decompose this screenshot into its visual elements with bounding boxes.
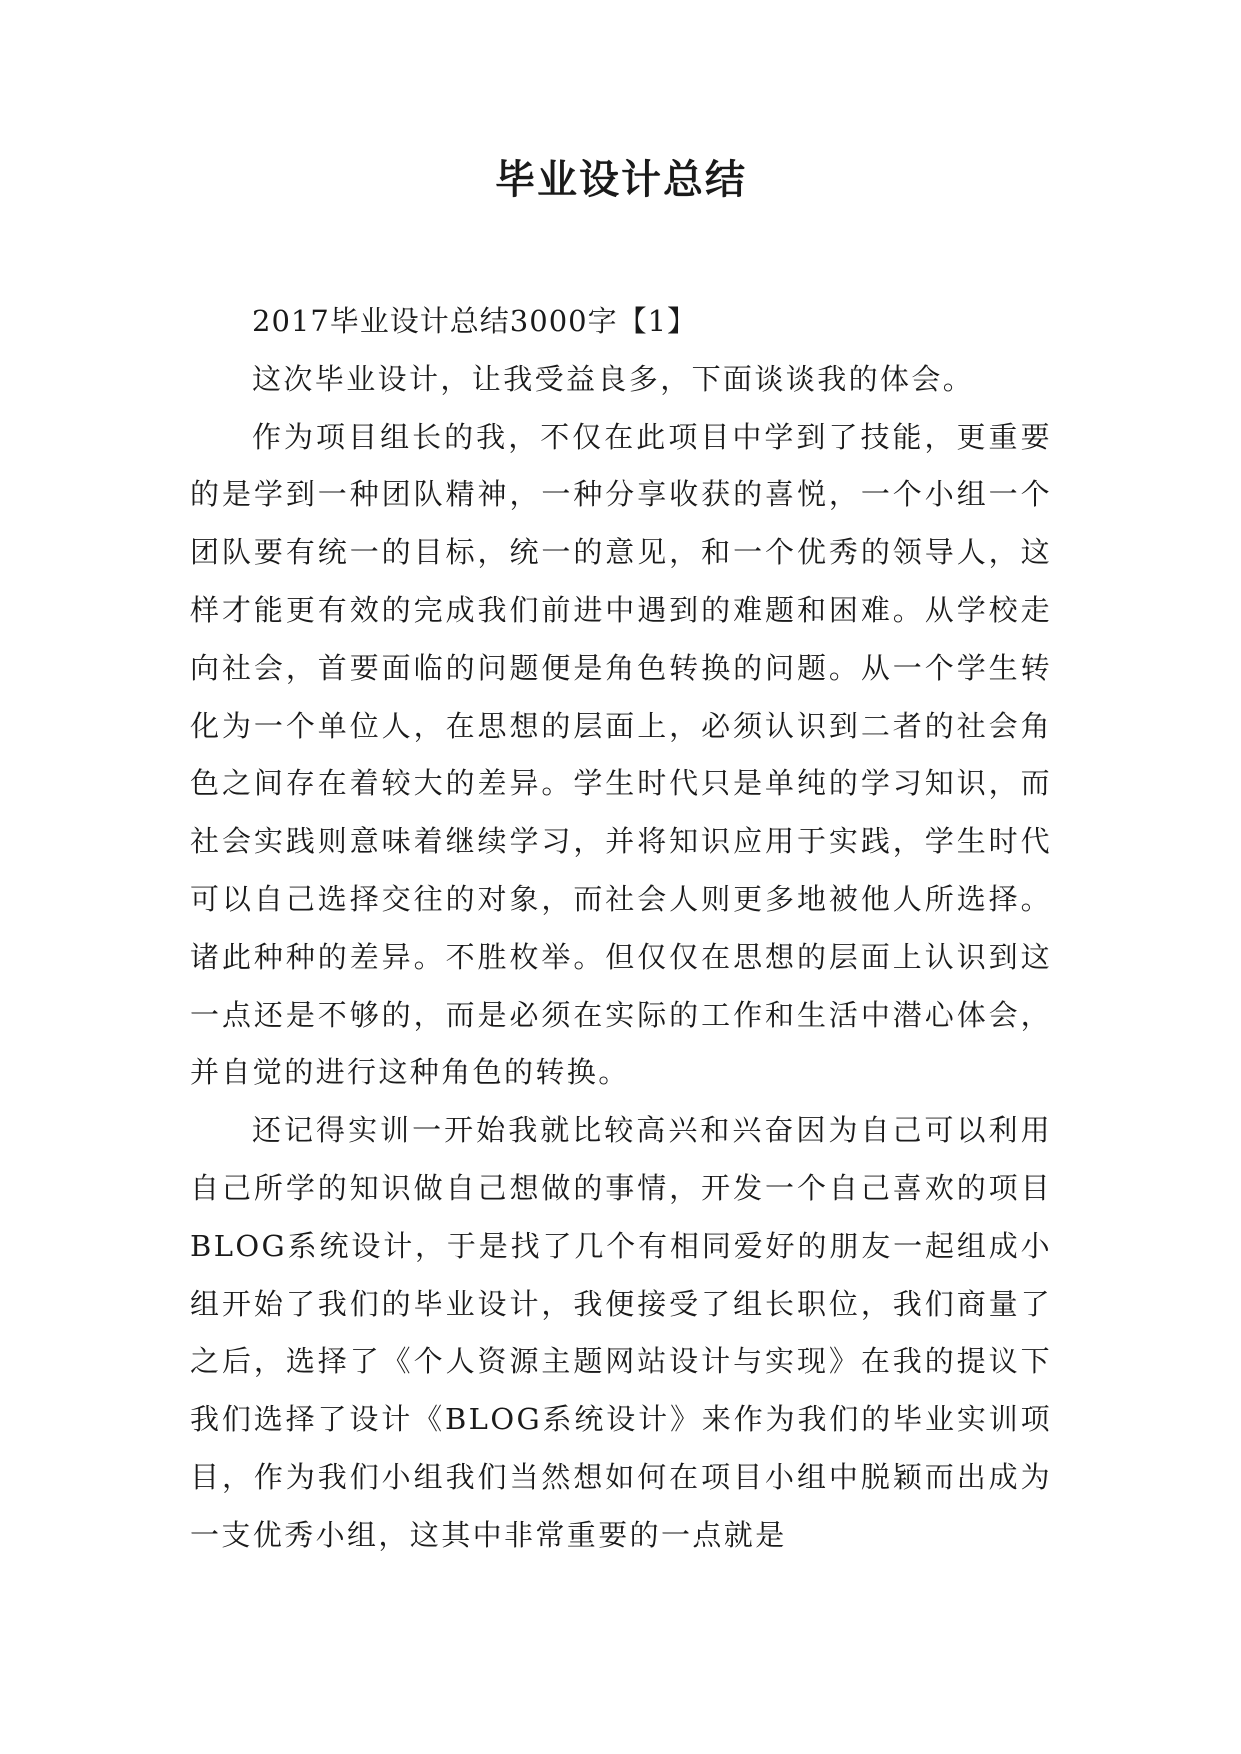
paragraph-2: 作为项目组长的我，不仅在此项目中学到了技能，更重要的是学到一种团队精神，一种分享收获的喜悦，一个小组一个团队要有统一的目标，统一的意见，和一个优秀的领导人，这样才能更有效的完成我们前进中遇到的难题和困难。从学校走向社会，首要面临的问题便是角色转换的问题。从一个学生转化为一个单位人，在思想的层面上，必须认识到二者的社会角色之间存在着较大的差异。学生时代只是单纯的学习知识，而社会实践则意味着继续学习，并将知识应用于实践，学生时代可以自己选择交往的对象，而社会人则更多地被他人所选择。诸此种种的差异。不胜枚举。但仅仅在思想的层面上认识到这一点还是不够的，而是必须在实际的工作和生活中潜心体会，并自觉的进行这种角色的转换。 — [190, 419, 1052, 1090]
paragraph-1: 这次毕业设计，让我受益良多，下面谈谈我的体会。 — [252, 361, 975, 396]
paragraph-3: 还记得实训一开始我就比较高兴和兴奋因为自己可以利用自己所学的知识做自己想做的事情，开发一个自己喜欢的项目BLOG系统设计，于是找了几个有相同爱好的朋友一起组成小组开始了我们的毕业设计，我便接受了组长职位，我们商量了之后，选择了《个人资源主题网站设计与实现》在我的提议下我们选择了设计《BLOG系统设计》来作为我们的毕业实训项目，作为我们小组我们当然想如何在项目小组中脱颖而出成为一支优秀小组，这其中非常重要的一点就是 — [190, 1113, 1052, 1552]
section-heading: 2017毕业设计总结3000字【1】 — [252, 304, 698, 338]
document-title: 毕业设计总结 — [495, 157, 747, 203]
document-body — [190, 293, 1052, 1565]
